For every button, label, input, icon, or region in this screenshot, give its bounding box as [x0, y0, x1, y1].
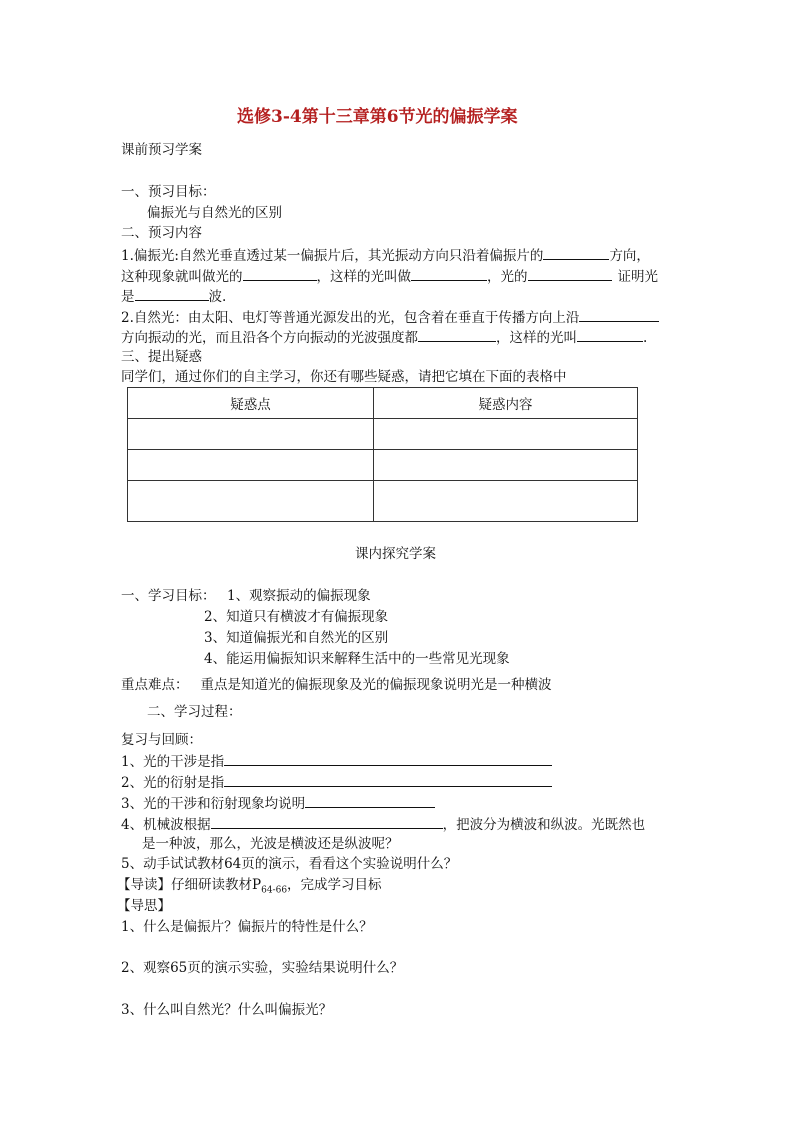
table-row: [128, 450, 638, 481]
fill-blank[interactable]: [579, 307, 659, 322]
question-1: 1、什么是偏振片？偏振片的特性是什么？: [121, 919, 373, 935]
table-cell[interactable]: [374, 450, 638, 481]
review-item-3: 3、光的干涉和衍射现象均说明: [121, 793, 435, 813]
table-cell[interactable]: [374, 481, 638, 522]
fill-blank[interactable]: [411, 266, 487, 281]
doubt-intro: 同学们，通过你们的自主学习，你还有哪些疑惑，请把它填在下面的表格中: [121, 369, 567, 385]
preview-item-2-line-2: 方向振动的光，而且沿各个方向振动的光波强度都 ，这样的光叫 .: [121, 327, 647, 347]
table-cell[interactable]: [128, 481, 374, 522]
fill-blank[interactable]: [418, 327, 496, 342]
preview-item-1-line-2: 这种现象就叫做光的 ，这样的光叫做 ，光的 证明光: [121, 266, 658, 286]
fill-blank[interactable]: [224, 772, 552, 787]
learning-process-heading: 二、学习过程：: [147, 704, 242, 720]
review-item-2: 2、光的衍射是指: [121, 772, 552, 792]
table-row: [128, 481, 638, 522]
in-class-heading: 课内探究学案: [355, 546, 436, 562]
key-points-text: 重点是知道光的偏振现象及光的偏振现象说明光是一种横波: [200, 677, 552, 693]
fill-blank[interactable]: [528, 266, 612, 281]
table-cell[interactable]: [128, 450, 374, 481]
review-item-4-line-2: 是一种波，那么，光波是横波还是纵波呢？: [142, 836, 399, 852]
fill-blank[interactable]: [577, 327, 643, 342]
guide-think: 【导思】: [117, 898, 171, 914]
preview-goal-text: 偏振光与自然光的区别: [147, 205, 282, 221]
learning-goal-1: 1、观察振动的偏振现象: [227, 588, 371, 604]
preview-item-1-line-3: 是 波.: [121, 286, 226, 306]
table-cell[interactable]: [374, 419, 638, 450]
table-row: [128, 419, 638, 450]
review-heading: 复习与回顾：: [121, 732, 202, 748]
fill-blank[interactable]: [305, 793, 435, 808]
preview-item-1-line-1: 1.偏振光:自然光垂直透过某一偏振片后，其光振动方向只沿着偏振片的 方向，: [121, 245, 650, 265]
review-item-1: 1、光的干涉是指: [121, 751, 552, 771]
table-cell[interactable]: [128, 419, 374, 450]
learning-goal-label: 一、学习目标：: [121, 588, 216, 604]
fill-blank[interactable]: [211, 814, 443, 829]
doubt-table: [127, 387, 638, 522]
question-3: 3、什么叫自然光？什么叫偏振光？: [121, 1002, 333, 1018]
preview-goal-heading: 一、预习目标：: [121, 184, 216, 200]
review-item-4-line-1: 4、机械波根据 ，把波分为横波和纵波。光既然也: [121, 814, 645, 834]
table-header-row: [128, 388, 638, 419]
fill-blank[interactable]: [135, 286, 209, 301]
guide-read: 【导读】仔细研读教材$P_{64-66}$，完成学习目标: [117, 877, 382, 896]
doubt-heading: 三、提出疑惑: [121, 349, 202, 365]
fill-blank[interactable]: [224, 751, 552, 766]
review-item-5: 5、动手试试教材64页的演示，看看这个实验说明什么？: [121, 856, 458, 872]
learning-goal-3: 3、知道偏振光和自然光的区别: [204, 630, 389, 646]
key-points-label: 重点难点：: [121, 677, 189, 693]
learning-goal-2: 2、知道只有横波才有偏振现象: [204, 609, 389, 625]
page-title: 选修3-4第十三章第6节光的偏振学案: [237, 107, 518, 127]
fill-blank[interactable]: [543, 245, 609, 260]
column-header-doubt-point: 疑惑点: [128, 388, 374, 419]
pre-class-heading: 课前预习学案: [121, 142, 202, 158]
preview-item-2-line-1: 2.自然光：由太阳、电灯等普通光源发出的光，包含着在垂直于传播方向上沿: [121, 307, 659, 327]
question-2: 2、观察65页的演示实验，实验结果说明什么？: [121, 960, 404, 976]
column-header-doubt-content: 疑惑内容: [374, 388, 638, 419]
learning-goal-4: 4、能运用偏振知识来解释生活中的一些常见光现象: [204, 651, 510, 667]
preview-content-heading: 二、预习内容: [121, 225, 202, 241]
key-points-line: [121, 676, 552, 694]
fill-blank[interactable]: [243, 266, 317, 281]
